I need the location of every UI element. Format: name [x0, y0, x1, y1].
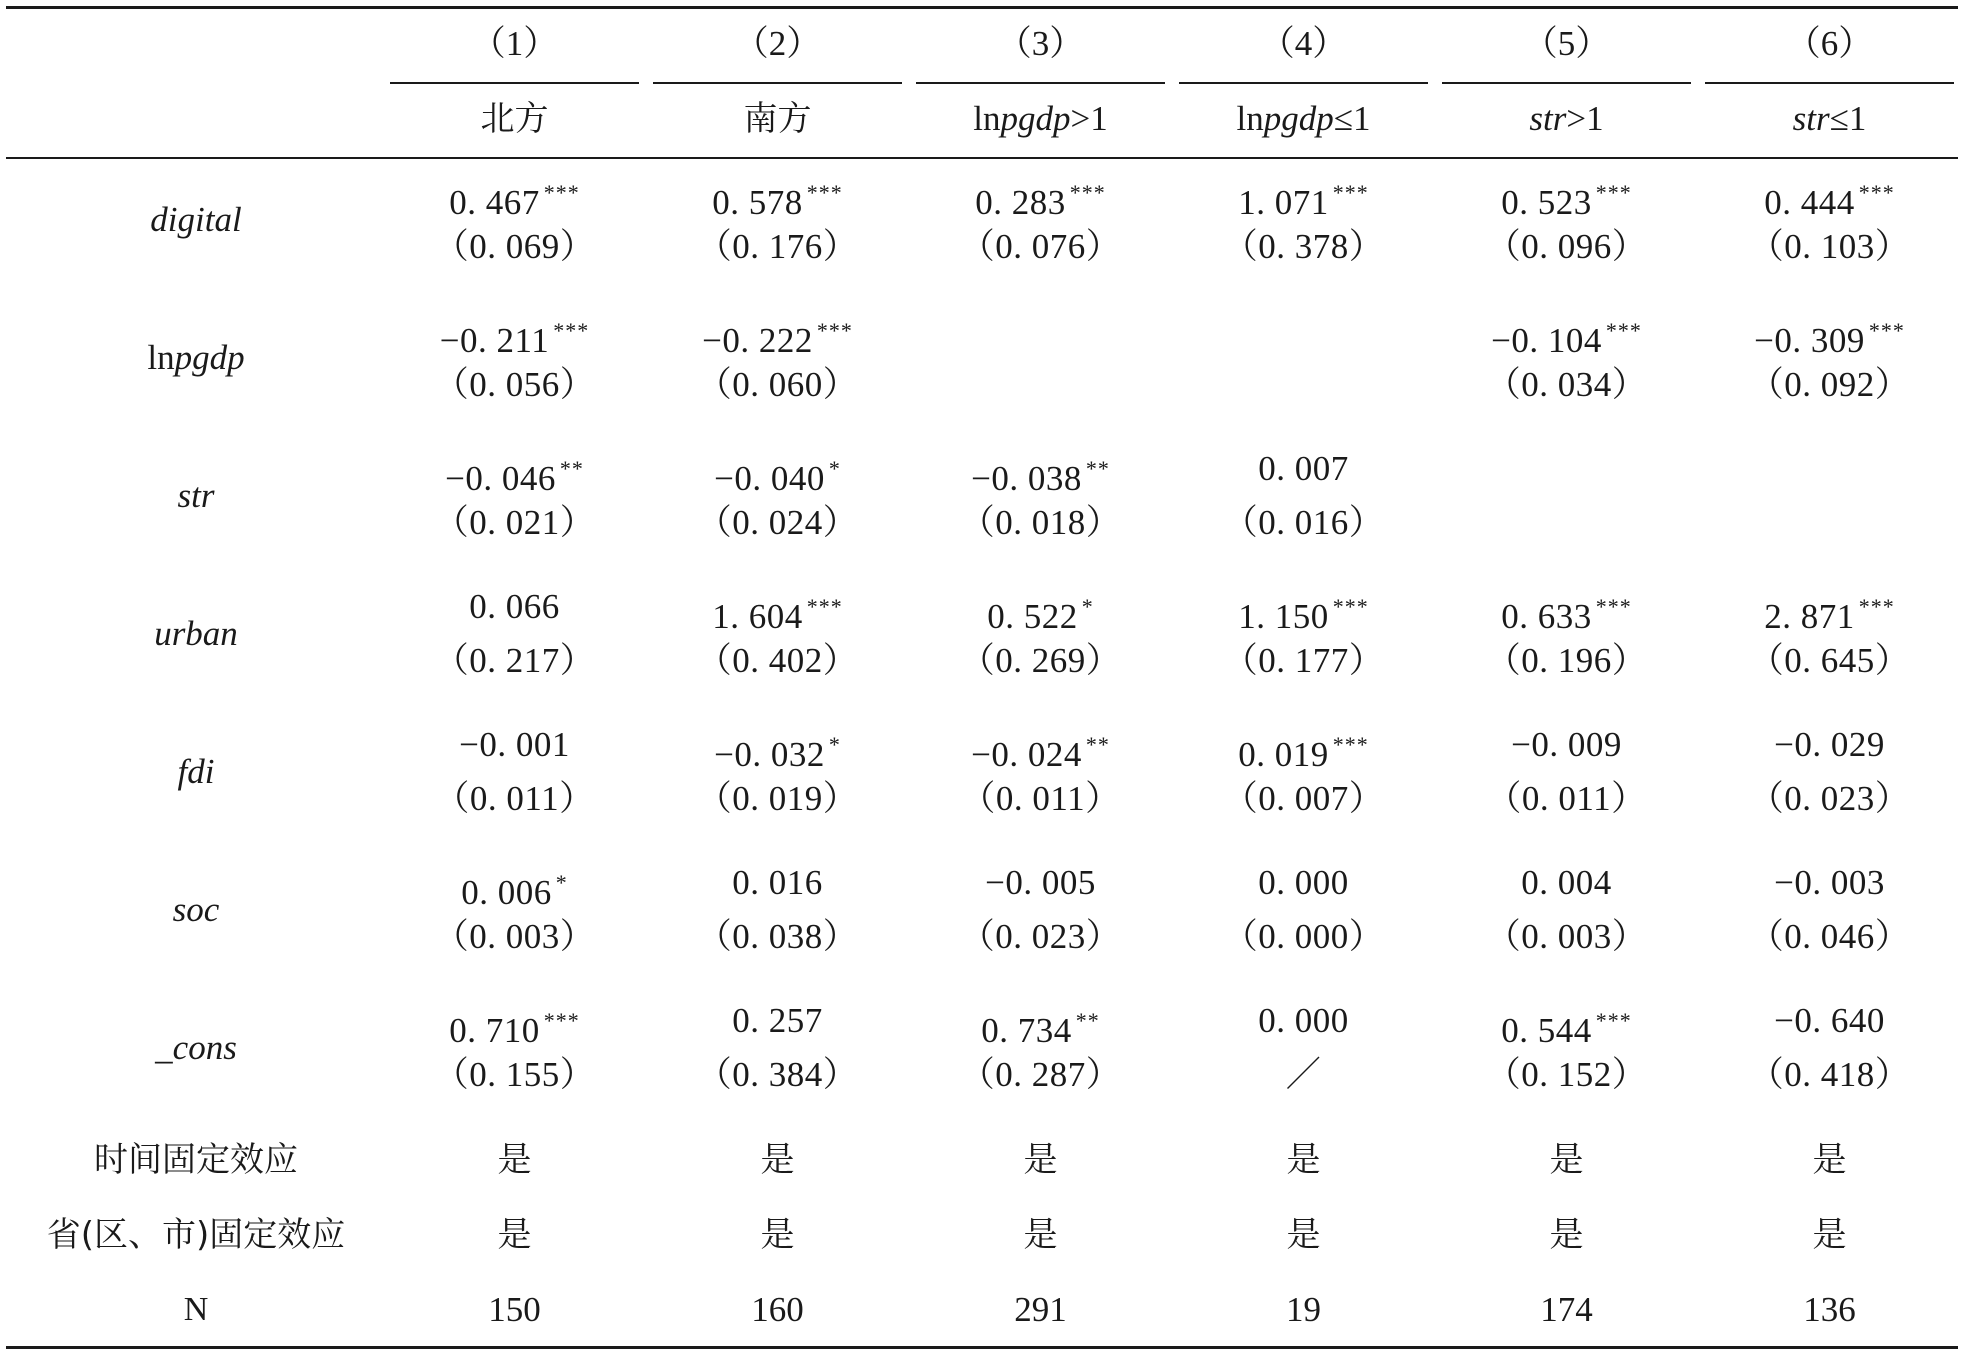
standard-error: （0. 378） — [1222, 227, 1385, 266]
standard-error: （0. 155） — [433, 1055, 596, 1094]
coefficient-value: 0. 522 — [987, 597, 1078, 636]
coefficient — [649, 587, 906, 637]
standard-error: （0. 016） — [1222, 503, 1385, 542]
significance-stars: *** — [1595, 594, 1632, 619]
variable-name — [6, 752, 386, 792]
significance-stars: ** — [1085, 732, 1110, 757]
significance-stars: *** — [553, 318, 590, 343]
coefficient — [649, 725, 906, 775]
standard-error: （0. 287） — [959, 1055, 1122, 1094]
coefficient-value: 1. 604 — [712, 597, 803, 636]
standard-error: （0. 046） — [1748, 917, 1911, 956]
column-number: （6） — [1785, 24, 1874, 63]
coefficient — [1701, 725, 1958, 765]
coefficient — [1175, 449, 1432, 489]
column-label-suffix: ≤1 — [1333, 99, 1371, 138]
footer-value: 136 — [1803, 1290, 1856, 1329]
column-label — [1701, 99, 1958, 139]
significance-stars: * — [828, 732, 841, 757]
coefficient-value: 0. 257 — [732, 1001, 823, 1040]
column-group-rule — [653, 82, 902, 84]
coefficient — [649, 311, 906, 361]
coefficient-value: −0. 005 — [985, 863, 1096, 902]
coefficient-value: 0. 007 — [1258, 449, 1349, 488]
coefficient-value: 1. 071 — [1238, 183, 1329, 222]
footer-value: 是 — [760, 1140, 795, 1180]
footer-value: 291 — [1014, 1290, 1067, 1329]
coefficient — [912, 1001, 1169, 1051]
coefficient-value: 0. 578 — [712, 183, 803, 222]
coefficient — [649, 1001, 906, 1041]
standard-error: （0. 060） — [696, 365, 859, 404]
significance-stars: *** — [1332, 594, 1369, 619]
standard-error: （0. 076） — [959, 227, 1122, 266]
standard-error: ／ — [1285, 1055, 1322, 1094]
standard-error: （0. 096） — [1485, 227, 1648, 266]
standard-error: （0. 019） — [696, 779, 859, 818]
significance-stars: *** — [1605, 318, 1642, 343]
coefficient — [1438, 1001, 1695, 1051]
coefficient — [649, 173, 906, 223]
column-label-prefix: ln — [1236, 99, 1264, 138]
coefficient-value: −0. 038 — [971, 459, 1082, 498]
significance-stars: *** — [1595, 180, 1632, 205]
footer-value: 174 — [1540, 1290, 1593, 1329]
coefficient-value: 0. 000 — [1258, 863, 1349, 902]
coefficient-value: 0. 633 — [1501, 597, 1592, 636]
significance-stars: *** — [806, 594, 843, 619]
significance-stars: *** — [1858, 594, 1895, 619]
coefficient-value: −0. 001 — [459, 725, 570, 764]
footer-value: 是 — [1023, 1215, 1058, 1255]
coefficient — [1175, 173, 1432, 223]
variable-name-italic: soc — [172, 890, 220, 929]
standard-error: （0. 217） — [433, 641, 596, 680]
coefficient-value: −0. 032 — [714, 735, 825, 774]
significance-stars: * — [1081, 594, 1094, 619]
coefficient — [912, 449, 1169, 499]
significance-stars: *** — [1858, 180, 1895, 205]
column-number: （4） — [1259, 24, 1348, 63]
coefficient — [912, 173, 1169, 223]
column-label — [386, 99, 643, 139]
significance-stars: *** — [1332, 732, 1369, 757]
column-label-suffix: ≤1 — [1829, 99, 1867, 138]
variable-name-italic: urban — [154, 614, 238, 653]
coefficient-value: −0. 222 — [702, 321, 813, 360]
coefficient-value: 0. 004 — [1521, 863, 1612, 902]
standard-error: （0. 269） — [959, 641, 1122, 680]
coefficient-value: 0. 444 — [1764, 183, 1855, 222]
column-label-italic: pgdp — [1263, 99, 1334, 138]
coefficient — [1175, 587, 1432, 637]
coefficient — [1701, 863, 1958, 903]
variable-name — [6, 1028, 386, 1068]
coefficient — [386, 587, 643, 627]
significance-stars: *** — [806, 180, 843, 205]
standard-error: （0. 023） — [1748, 779, 1911, 818]
column-label — [1175, 99, 1432, 139]
standard-error: （0. 018） — [959, 503, 1122, 542]
top-rule — [6, 6, 1958, 9]
column-label — [649, 99, 906, 139]
coefficient-value: 0. 283 — [975, 183, 1066, 222]
standard-error: （0. 000） — [1222, 917, 1385, 956]
coefficient — [1438, 173, 1695, 223]
coefficient — [1701, 311, 1958, 361]
significance-stars: *** — [1868, 318, 1905, 343]
coefficient-value: 0. 710 — [449, 1011, 540, 1050]
footer-value: 是 — [497, 1215, 532, 1255]
column-group-rule — [1705, 82, 1954, 84]
significance-stars: * — [555, 870, 568, 895]
footer-label: 时间固定效应 — [94, 1140, 298, 1180]
coefficient-value: 2. 871 — [1764, 597, 1855, 636]
coefficient — [1438, 725, 1695, 765]
coefficient-value: 0. 016 — [732, 863, 823, 902]
significance-stars: ** — [559, 456, 584, 481]
coefficient-value: 0. 066 — [469, 587, 560, 626]
coefficient — [1175, 1001, 1432, 1041]
header-rule — [6, 157, 1958, 159]
footer-value: 是 — [1549, 1140, 1584, 1180]
coefficient — [386, 1001, 643, 1051]
column-label-prefix: 北方 — [480, 99, 549, 139]
coefficient — [386, 173, 643, 223]
standard-error: （0. 196） — [1485, 641, 1648, 680]
coefficient — [386, 311, 643, 361]
coefficient — [386, 449, 643, 499]
footer-label: N — [183, 1291, 209, 1328]
standard-error: （0. 034） — [1485, 365, 1648, 404]
footer-value: 是 — [1812, 1140, 1847, 1180]
coefficient-value: −0. 104 — [1491, 321, 1602, 360]
standard-error: （0. 092） — [1748, 365, 1911, 404]
variable-name — [6, 476, 386, 516]
coefficient — [386, 725, 643, 765]
coefficient — [912, 725, 1169, 775]
standard-error: （0. 011） — [1486, 779, 1647, 818]
column-label-suffix: >1 — [1566, 99, 1604, 138]
standard-error: （0. 003） — [1485, 917, 1648, 956]
coefficient — [1175, 863, 1432, 903]
coefficient-value: −0. 003 — [1774, 863, 1885, 902]
coefficient — [649, 863, 906, 903]
coefficient-value: −0. 309 — [1754, 321, 1865, 360]
bottom-rule — [6, 1346, 1958, 1349]
column-number: （2） — [733, 24, 822, 63]
coefficient-value: 0. 734 — [981, 1011, 1072, 1050]
standard-error: （0. 007） — [1222, 779, 1385, 818]
coefficient — [912, 587, 1169, 637]
variable-name-italic: str — [177, 476, 215, 515]
standard-error: （0. 176） — [696, 227, 859, 266]
variable-name — [6, 890, 386, 930]
standard-error: （0. 177） — [1222, 641, 1385, 680]
coefficient-value: 0. 544 — [1501, 1011, 1592, 1050]
significance-stars: *** — [816, 318, 853, 343]
standard-error: （0. 418） — [1748, 1055, 1911, 1094]
coefficient — [1438, 587, 1695, 637]
column-label-prefix: 南方 — [743, 99, 812, 139]
coefficient — [1701, 173, 1958, 223]
coefficient-value: −0. 046 — [445, 459, 556, 498]
standard-error: （0. 384） — [696, 1055, 859, 1094]
coefficient-value: 0. 019 — [1238, 735, 1329, 774]
footer-value: 是 — [497, 1140, 532, 1180]
standard-error: （0. 069） — [433, 227, 596, 266]
column-number: （1） — [470, 24, 559, 63]
column-group-rule — [1179, 82, 1428, 84]
footer-value: 19 — [1286, 1290, 1321, 1329]
variable-name-italic: fdi — [177, 752, 215, 791]
column-label — [912, 99, 1169, 139]
coefficient-value: 1. 150 — [1238, 597, 1329, 636]
standard-error: （0. 011） — [960, 779, 1121, 818]
coefficient — [386, 863, 643, 913]
column-group-rule — [916, 82, 1165, 84]
column-label — [1438, 99, 1695, 139]
column-label-italic: pgdp — [1000, 99, 1071, 138]
standard-error: （0. 023） — [959, 917, 1122, 956]
coefficient-value: 0. 000 — [1258, 1001, 1349, 1040]
column-label-italic: str — [1792, 99, 1830, 138]
standard-error: （0. 056） — [433, 365, 596, 404]
significance-stars: *** — [1069, 180, 1106, 205]
standard-error: （0. 152） — [1485, 1055, 1648, 1094]
footer-value: 是 — [1549, 1215, 1584, 1255]
coefficient — [1701, 587, 1958, 637]
coefficient-value: −0. 211 — [439, 321, 550, 360]
standard-error: （0. 402） — [696, 641, 859, 680]
coefficient — [1175, 725, 1432, 775]
coefficient — [1701, 1001, 1958, 1041]
coefficient-value: −0. 009 — [1511, 725, 1622, 764]
coefficient-value: −0. 029 — [1774, 725, 1885, 764]
significance-stars: *** — [1595, 1008, 1632, 1033]
variable-name — [6, 614, 386, 654]
standard-error: （0. 645） — [1748, 641, 1911, 680]
coefficient-value: −0. 024 — [971, 735, 1082, 774]
footer-value: 160 — [751, 1290, 804, 1329]
column-label-italic: str — [1529, 99, 1567, 138]
footer-value: 是 — [760, 1215, 795, 1255]
standard-error: （0. 021） — [433, 503, 596, 542]
standard-error: （0. 038） — [696, 917, 859, 956]
column-number: （3） — [996, 24, 1085, 63]
significance-stars: * — [828, 456, 841, 481]
variable-name-prefix: ln — [147, 338, 175, 377]
variable-name-italic: _cons — [155, 1028, 237, 1067]
coefficient — [1438, 863, 1695, 903]
standard-error: （0. 003） — [433, 917, 596, 956]
coefficient-value: 0. 006 — [461, 873, 552, 912]
coefficient-value: −0. 640 — [1774, 1001, 1885, 1040]
standard-error: （0. 024） — [696, 503, 859, 542]
significance-stars: *** — [543, 1008, 580, 1033]
footer-value: 是 — [1812, 1215, 1847, 1255]
footer-value: 是 — [1286, 1140, 1321, 1180]
coefficient-value: 0. 523 — [1501, 183, 1592, 222]
column-label-prefix: ln — [973, 99, 1001, 138]
coefficient — [1438, 311, 1695, 361]
standard-error: （0. 011） — [434, 779, 595, 818]
significance-stars: *** — [1332, 180, 1369, 205]
coefficient — [649, 449, 906, 499]
standard-error: （0. 103） — [1748, 227, 1911, 266]
variable-name — [6, 338, 386, 378]
significance-stars: ** — [1075, 1008, 1100, 1033]
coefficient-value: −0. 040 — [714, 459, 825, 498]
column-number: （5） — [1522, 24, 1611, 63]
column-label-suffix: >1 — [1070, 99, 1108, 138]
column-group-rule — [1442, 82, 1691, 84]
footer-value: 150 — [488, 1290, 541, 1329]
significance-stars: ** — [1085, 456, 1110, 481]
significance-stars: *** — [543, 180, 580, 205]
footer-label: 省(区、市)固定效应 — [46, 1215, 346, 1255]
coefficient-value: 0. 467 — [449, 183, 540, 222]
coefficient — [912, 863, 1169, 903]
footer-value: 是 — [1286, 1215, 1321, 1255]
column-group-rule — [390, 82, 639, 84]
footer-value: 是 — [1023, 1140, 1058, 1180]
variable-name-italic: digital — [150, 200, 242, 239]
variable-name-italic: pgdp — [174, 338, 245, 377]
variable-name — [6, 200, 386, 240]
